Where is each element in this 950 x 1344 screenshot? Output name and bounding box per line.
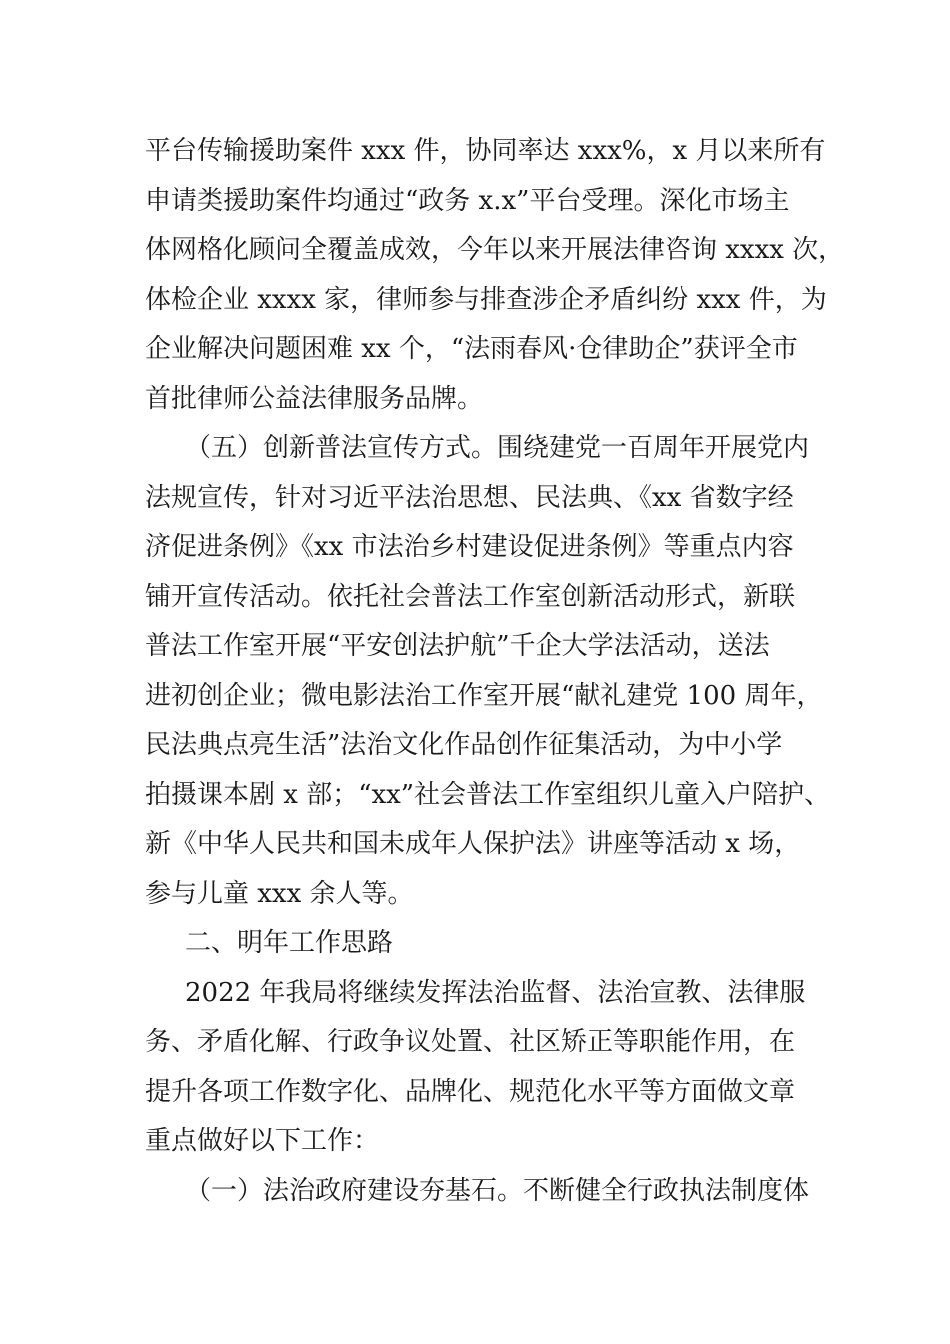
text-line-14: 拍摄课本剧 x 部；“xx”社会普法工作室组织儿童入户陪护、 <box>145 779 831 810</box>
text-line-11: 普法工作室开展“平安创法护航”千企大学法活动，送法 <box>145 631 770 661</box>
text-line-13: 民法典点亮生活”法治文化作品创作征集活动，为中小学 <box>145 730 783 760</box>
text-line-2: 申请类援助案件均通过“政务 x.x”平台受理。深化市场主 <box>145 185 790 216</box>
text-line-16: 参与儿童 xxx 余人等。 <box>145 878 414 909</box>
text-line-4: 体检企业 xxxx 家，律师参与排查涉企矛盾纠纷 xxx 件，为 <box>145 284 827 315</box>
section-heading-one: （一）法治政府建设夯基石。不断健全行政执法制度体 <box>185 1175 810 1206</box>
text-line-3: 体网格化顾问全覆盖成效，今年以来开展法律咨询 xxxx 次， <box>145 235 845 265</box>
text-line-19: 务、矛盾化解、行政争议处置、社区矫正等职能作用，在 <box>145 1027 796 1057</box>
text-line-9: 济促进条例》《xx 市法治乡村建设促进条例》等重点内容 <box>145 532 794 562</box>
text-line-1: 平台传输援助案件 xxx 件，协同率达 xxx%，x 月以来所有 <box>145 136 826 166</box>
text-line-18: 2022 年我局将继续发挥法治监督、法治宣教、法律服 <box>185 977 806 1008</box>
text-line-21: 重点做好以下工作： <box>145 1126 380 1156</box>
text-line-10: 铺开宣传活动。依托社会普法工作室创新活动形式，新联 <box>145 581 796 612</box>
text-line-6: 首批律师公益法律服务品牌。 <box>145 383 484 414</box>
text-line-8: 法规宣传，针对习近平法治思想、民法典、《xx 省数字经 <box>145 482 794 513</box>
section-heading-five: （五）创新普法宣传方式。围绕建党一百周年开展党内 <box>185 433 810 463</box>
text-line-20: 提升各项工作数字化、品牌化、规范化水平等方面做文章 <box>145 1076 796 1107</box>
text-line-5: 企业解决问题困难 xx 个，“法雨春风·仓律助企”获评全市 <box>145 334 798 364</box>
document-body <box>145 127 845 1216</box>
text-line-15: 新《中华人民共和国未成年人保护法》讲座等活动 x 场， <box>145 829 801 859</box>
section-heading-two: 二、明年工作思路 <box>185 928 394 958</box>
text-line-12: 进初创企业；微电影法治工作室开展“献礼建党 100 周年， <box>145 680 823 711</box>
